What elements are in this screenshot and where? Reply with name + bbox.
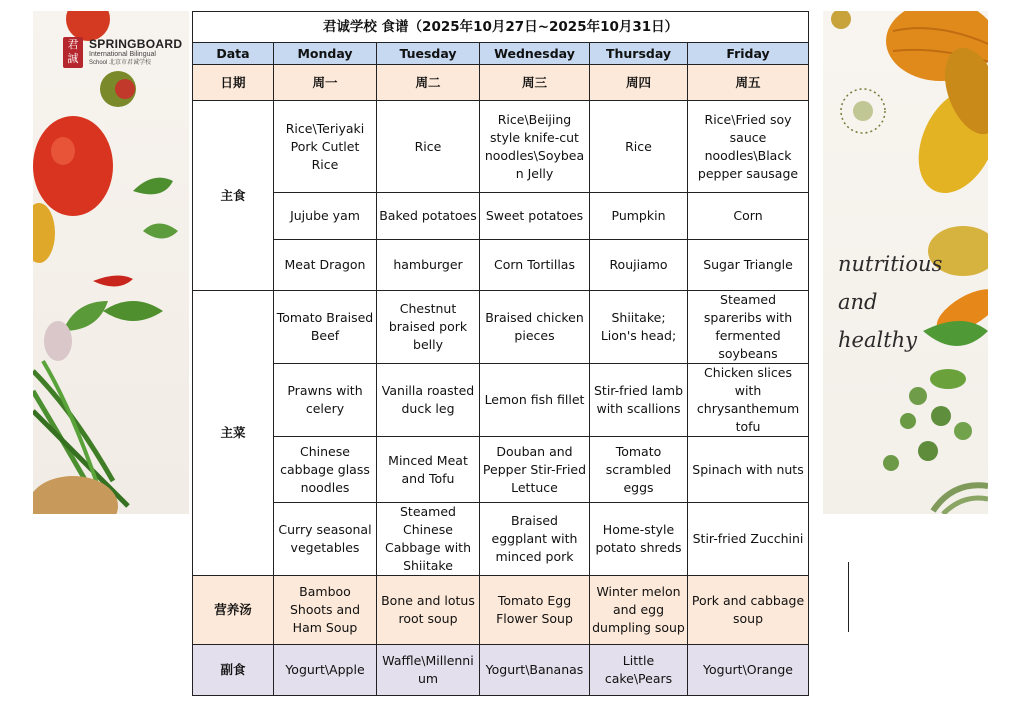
soup-row: [193, 576, 809, 645]
menu-cell: Rice: [590, 101, 688, 193]
category-main: 主菜: [193, 291, 274, 576]
day-cell: 周五: [688, 65, 809, 101]
menu-title: 君诚学校 食谱（2025年10月27日~2025年10月31日）: [193, 12, 809, 43]
menu-cell: Yogurt\Apple: [274, 645, 377, 696]
menu-cell: Shiitake; Lion's head;: [590, 291, 688, 364]
menu-cell: Tomato Braised Beef: [274, 291, 377, 364]
header-row-en: [193, 43, 809, 65]
day-cell: 周二: [377, 65, 480, 101]
menu-cell: Home-style potato shreds: [590, 503, 688, 576]
menu-cell: Meat Dragon: [274, 240, 377, 291]
header-cell: Monday: [274, 43, 377, 65]
menu-cell: Tomato scrambled eggs: [590, 437, 688, 503]
side-row: [193, 645, 809, 696]
header-cell: Friday: [688, 43, 809, 65]
staple-row: [193, 101, 809, 193]
menu-cell: Rice\Fried soy sauce noodles\Black pepper sausage: [688, 101, 809, 193]
right-vegetable-banner: [823, 11, 988, 514]
staple-row: [193, 240, 809, 291]
main-dish-row: [193, 364, 809, 437]
menu-cell: Prawns with celery: [274, 364, 377, 437]
staple-row: [193, 193, 809, 240]
header-cell: Tuesday: [377, 43, 480, 65]
school-subtitle: International Bilingual: [89, 51, 156, 58]
header-cell: Data: [193, 43, 274, 65]
menu-cell: Winter melon and egg dumpling soup: [590, 576, 688, 645]
school-name: SPRINGBOARD: [89, 37, 183, 51]
school-subtitle-cn: School 北京市君诚学校: [89, 60, 152, 66]
menu-cell: Stir-fried Zucchini: [688, 503, 809, 576]
day-cell: 日期: [193, 65, 274, 101]
header-cell: Wednesday: [480, 43, 590, 65]
weekly-menu-table: [192, 11, 809, 696]
main-dish-row: [193, 503, 809, 576]
menu-cell: Chestnut braised pork belly: [377, 291, 480, 364]
menu-cell: Braised chicken pieces: [480, 291, 590, 364]
menu-cell: Corn: [688, 193, 809, 240]
menu-cell: Waffle\Millennium: [377, 645, 480, 696]
menu-cell: Steamed Chinese Cabbage with Shiitake: [377, 503, 480, 576]
menu-cell: Minced Meat and Tofu: [377, 437, 480, 503]
header-cell: Thursday: [590, 43, 688, 65]
divider-line: [848, 562, 849, 632]
menu-cell: Vanilla roasted duck leg: [377, 364, 480, 437]
menu-cell: Tomato Egg Flower Soup: [480, 576, 590, 645]
menu-cell: Pumpkin: [590, 193, 688, 240]
menu-cell: Roujiamo: [590, 240, 688, 291]
main-dish-row: [193, 291, 809, 364]
vegetable-illustration-left: [33, 11, 189, 514]
menu-cell: Pork and cabbage soup: [688, 576, 809, 645]
menu-cell: Bamboo Shoots and Ham Soup: [274, 576, 377, 645]
day-cell: 周三: [480, 65, 590, 101]
header-row-cn: [193, 65, 809, 101]
menu-cell: Lemon fish fillet: [480, 364, 590, 437]
main-dish-row: [193, 437, 809, 503]
menu-cell: hamburger: [377, 240, 480, 291]
menu-cell: Little cake\Pears: [590, 645, 688, 696]
school-logo: [63, 37, 182, 68]
menu-cell: Corn Tortillas: [480, 240, 590, 291]
menu-cell: Rice\Teriyaki Pork Cutlet Rice: [274, 101, 377, 193]
school-seal-icon: 君 誠: [63, 37, 83, 68]
menu-cell: Jujube yam: [274, 193, 377, 240]
menu-cell: Chinese cabbage glass noodles: [274, 437, 377, 503]
slogan: [838, 245, 942, 359]
menu-cell: Yogurt\Bananas: [480, 645, 590, 696]
category-side: 副食: [193, 645, 274, 696]
category-staple: 主食: [193, 101, 274, 291]
menu-cell: Sweet potatoes: [480, 193, 590, 240]
menu-cell: Douban and Pepper Stir-Fried Lettuce: [480, 437, 590, 503]
day-cell: 周一: [274, 65, 377, 101]
menu-cell: Stir-fried lamb with scallions: [590, 364, 688, 437]
menu-cell: Sugar Triangle: [688, 240, 809, 291]
menu-cell: Steamed spareribs with fermented soybeans: [688, 291, 809, 364]
slogan-line-3: healthy: [838, 328, 918, 352]
left-vegetable-banner: [33, 11, 189, 514]
menu-cell: Curry seasonal vegetables: [274, 503, 377, 576]
menu-cell: Rice: [377, 101, 480, 193]
menu-cell: Chicken slices with chrysanthemum tofu: [688, 364, 809, 437]
menu-cell: Braised eggplant with minced pork: [480, 503, 590, 576]
menu-cell: Spinach with nuts: [688, 437, 809, 503]
menu-cell: Baked potatoes: [377, 193, 480, 240]
slogan-line-1: nutritious: [838, 252, 943, 276]
category-soup: 营养汤: [193, 576, 274, 645]
menu-cell: Bone and lotus root soup: [377, 576, 480, 645]
day-cell: 周四: [590, 65, 688, 101]
slogan-line-2: and: [838, 290, 878, 314]
menu-cell: Rice\Beijing style knife-cut noodles\Soybean Jelly: [480, 101, 590, 193]
menu-cell: Yogurt\Orange: [688, 645, 809, 696]
